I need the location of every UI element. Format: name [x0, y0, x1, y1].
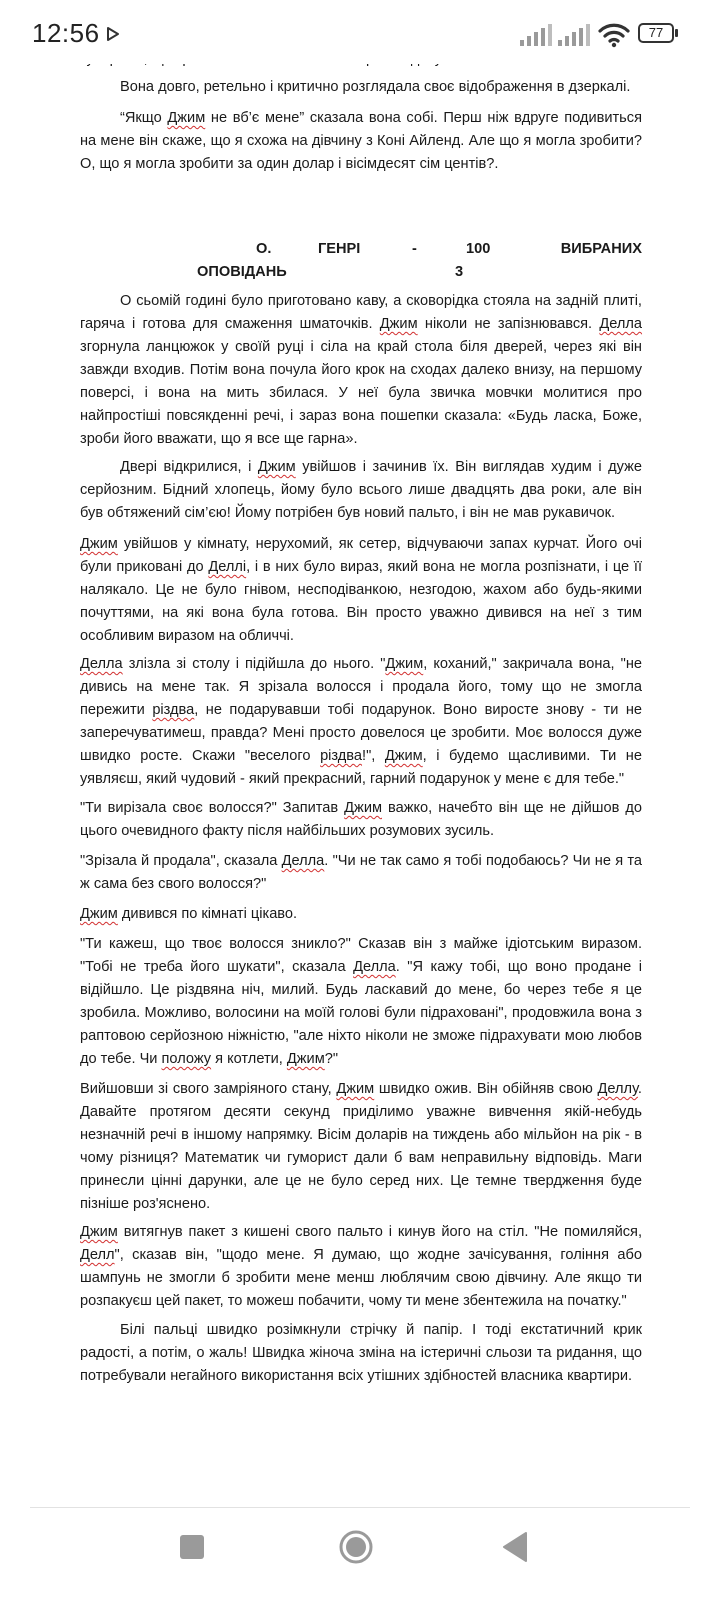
heading-word: 3 [455, 264, 464, 280]
spelling-error: Делла [80, 656, 123, 672]
spelling-error: Джим [385, 656, 424, 672]
spelling-error: Джим [336, 1081, 375, 1097]
spelling-error: Джим [80, 1224, 118, 1240]
home-button[interactable] [339, 1530, 373, 1564]
heading-word: ОПОВІДАНЬ [197, 264, 287, 280]
status-time: 12:56 [32, 18, 100, 48]
spelling-error: Джим [384, 748, 423, 764]
status-bar [0, 0, 720, 64]
cast-icon [105, 26, 121, 42]
heading-word: 100 [466, 241, 491, 257]
spelling-error: Джим [167, 110, 206, 126]
paragraph-1: Вона довго, ретельно і критично розглядала своє відображення в дзеркалі. [120, 79, 631, 95]
spelling-error: Джим [344, 800, 383, 816]
spelling-error: різдва [152, 702, 195, 718]
paragraph-10: "Ти кажеш, що твоє волосся зникло?" Сказав він з майже ідіотським виразом. "Тобі не треба його шукати", сказала Делла. "Я кажу тобі, що воно продане і відійшло. Це різдвяна ніч, милий. Будь ласкавий до мене, бо через тебе я це зробила. Можливо, волосини на моїй голові були підраховані", продовжила вона з раптовою серйозною ніжністю, "але ніхто ніколи не зможе підрахувати мою любов до тебе. Чи положу я котлети, Джим?" [80, 936, 642, 1067]
spelling-error: положу [161, 1051, 212, 1067]
paragraph-9: Джим дивився по кімнаті цікаво. [80, 906, 298, 922]
spelling-error: Делла [599, 316, 643, 332]
heading-word: ГЕНРІ [318, 241, 361, 257]
paragraph-12: Джим витягнув пакет з кишені свого пальто і кинув його на стіл. "Не помиляйся, Делл", сказав він, "щодо мене. Я думаю, що жодне зачісування, гоління або шампунь не змогли б зробити мене менш люблячим свою дівчину. Але якщо ти розпакуєш цей пакет, то можеш побачити, чому ти мене збентежила на початку." [80, 1224, 642, 1309]
spelling-error: Деллу [597, 1081, 638, 1097]
heading-word: О. [256, 241, 272, 257]
spelling-error: Делла [281, 853, 325, 869]
paragraph-3: О сьомій годині було приготовано каву, а сковорідка стояла на задній плиті, гаряча і готова для смаження шматочків. Джим ніколи не запізнювався. Делла згорнула ланцюжок у своїй руці і сіла на край стола біля дверей, через які він завжди входив. Потім вона почула його крок на сходах далеко внизу, на першому поверсі, і вона на мить збилася. У неї була звичка мовчки молитися про найпростіші повсякденні речі, і зараз вона пошепки сказала: «Будь ласка, Боже, зроби його вважати, що я все ще гарна». [80, 293, 643, 447]
heading-word: ВИБРАНИХ [560, 241, 642, 257]
spelling-error: Делл [80, 1247, 115, 1263]
spelling-error: Джим [286, 1051, 325, 1067]
spelling-error: Джим [379, 316, 418, 332]
spelling-error: різдва [320, 748, 363, 764]
paragraph-2: “Якщо Джим не вб’є мене” сказала вона собі. Перш ніж вдруге подивиться на мене він скаже, що я схожа на дівчину з Коні Айленд. Але що я могла зробити? О, що я могла зробити за один долар і вісімдесят сім центів?. [80, 110, 642, 172]
battery-level: 77 [638, 23, 674, 43]
paragraph-6: Делла злізла зі столу і підійшла до нього. "Джим, коханий," закричала вона, "не дивись на мене так. Я зрізала волосся і продала його, тому що не змогла пережити різдва, не подарувавши тобі подарунок. Воно виросте знову - ти не заперечуватимеш, правда? Мені просто довелося це зробити. Моє волосся дуже швидко росте. Скажи "веселого різдва!", Джим, і будемо щасливими. Ти не уявляєш, який чудовий - який прекрасний, гарний подарунок у мене є для тебе." [80, 656, 642, 787]
spelling-error: Делла [353, 959, 396, 975]
paragraph-4: Двері відкрилися, і Джим увійшов і зачинив їх. Він виглядав худим і дуже серйозним. Бідний хлопець, йому було всього лише двадцять два роки, але він був обтяжений сім’єю! Йому потрібен був новий пальто, і він не мав рукавичок. [80, 459, 642, 521]
wifi-icon [598, 22, 630, 48]
signal-icon [520, 24, 554, 46]
spelling-error: Джим [80, 906, 118, 922]
heading-word: - [412, 241, 417, 257]
paragraph-11: Вийшовши зі свого замріяного стану, Джим швидко ожив. Він обійняв свою Деллу. Давайте протягом десяти секунд приділимо уважне вивчення якій-небудь незначній речі в іншому напрямку. Вісім доларів на тиждень або мільйон на рік - в чому різниця? Математик чи гуморист дали б вам неправильну відповідь. Маги принесли цінні дарунки, але це не було серед них. Це темне твердження буде пізніше роз'яснено. [80, 1081, 642, 1212]
paragraph-13: Білі пальці швидко розімкнули стрічку й папір. І тоді екстатичний крик радості, а потім, о жаль! Швидка жіноча зміна на істеричні сльози та ридання, що потребували негайного використання всіх утішних здібностей власника квартири. [80, 1322, 642, 1384]
spelling-error: Деллі [208, 559, 247, 575]
battery-tip [675, 29, 678, 37]
paragraph-8: "Зрізала й продала", сказала Делла. "Чи не так само я тобі подобаюсь? Чи не я та ж сама без свого волосся?" [80, 853, 642, 892]
back-button[interactable] [500, 1530, 528, 1564]
system-nav-bar [0, 1508, 720, 1600]
spelling-error: Джим [80, 536, 118, 552]
spelling-error: Джим [257, 459, 296, 475]
battery-indicator [638, 23, 680, 45]
paragraph-5: Джим увійшов у кімнату, нерухомий, як сетер, відчуваючи запах курчат. Його очі були приковані до Деллі, і в них було вираз, який вона не могла розпізнати, і це її налякало. Це не було гнівом, несподіванкою, незгодою, жахом або будь-якими почуттями, на які вона була готова. Він просто уважно дивився на неї з тим особливим виразом на обличчі. [80, 536, 643, 644]
paragraph-7: "Ти вирізала своє волосся?" Запитав Джим важко, начебто він ще не дійшов до цього очевидного факту після найбільших розумових зусиль. [80, 800, 642, 839]
signal-icon-2 [558, 24, 592, 46]
recent-apps-button[interactable] [180, 1535, 204, 1559]
